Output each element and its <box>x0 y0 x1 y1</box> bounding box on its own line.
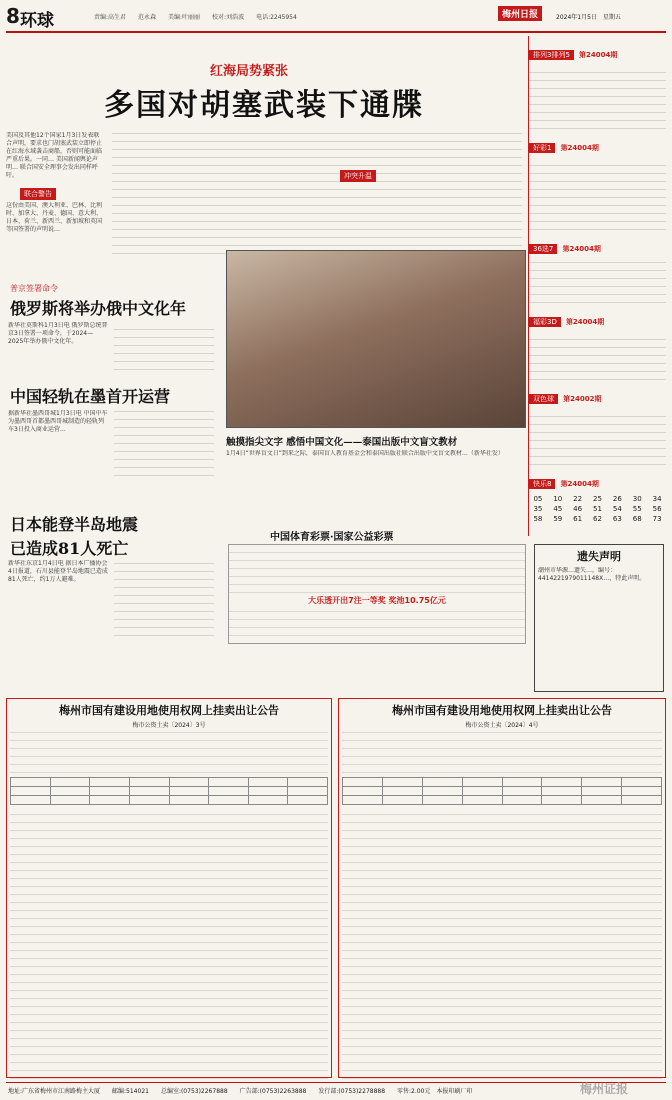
kl8-number: 34 <box>652 495 662 503</box>
issue-date: 2024年1月5日 星期五 <box>556 14 621 21</box>
lottery-name: 双色球 <box>529 394 558 404</box>
lottery-issue: 第24004期 <box>562 245 601 253</box>
kl8-number: 30 <box>632 495 642 503</box>
page-number: 8 <box>6 4 20 28</box>
bid-notice-1 <box>6 698 332 1078</box>
masthead-rule <box>6 31 666 33</box>
bid-title: 梅州市国有建设用地使用权网上挂卖出让公告 <box>59 704 279 717</box>
lead-columns <box>112 132 522 254</box>
lottery-issue: 第24004期 <box>565 318 605 326</box>
mexico-body: 据新华社墨西哥城1月3日电 中国中车为墨西哥首都墨西哥城制造的轻轨列车3日投入商业运营… <box>8 410 108 433</box>
kl8-number: 55 <box>632 505 642 513</box>
kl8-number: 73 <box>652 515 662 523</box>
lead-kicker: 红海局势紧张 <box>210 64 289 79</box>
kl8-number: 35 <box>533 505 543 513</box>
lottery-block-5 <box>529 386 666 465</box>
footer-watermark: 梅州证报 <box>580 1082 629 1096</box>
kl8-number: 25 <box>593 495 602 503</box>
notice-box <box>534 544 664 692</box>
kl8-number: 58 <box>533 515 543 523</box>
kl8-number: 05 <box>533 495 543 503</box>
bid-sub: 梅市公资土卖〔2024〕3号 <box>132 722 206 729</box>
kl8-number: 22 <box>573 495 583 503</box>
lead-headline: 多国对胡塞武装下通牒 <box>104 88 424 123</box>
kl8-number: 68 <box>632 515 642 523</box>
kl8-number: 54 <box>612 505 622 513</box>
photo-caption: 触摸指尖文字 感悟中国文化——泰国出版中文盲文教材 <box>226 437 458 448</box>
footer-rule <box>6 1082 666 1083</box>
lottery-column <box>528 36 666 536</box>
japan-columns <box>114 560 214 636</box>
notice-title: 遗失声明 <box>577 550 621 563</box>
mexico-columns <box>114 410 214 476</box>
kl8-number: 10 <box>553 495 563 503</box>
lottery-name: 36选7 <box>529 244 557 254</box>
kl8-numbers <box>529 495 666 523</box>
japan-body: 新华社东京1月4日电 据日本广播协会4日报道，石川县能登半岛地震已造成81人死亡，约1万人避难。 <box>8 560 108 583</box>
mexico-headline: 中国轻轨在墨首开运营 <box>10 387 171 406</box>
lottery-name: 好彩1 <box>529 143 555 153</box>
bid-title: 梅州市国有建设用地使用权网上挂卖出让公告 <box>392 704 612 717</box>
lottery-issue: 第24004期 <box>560 144 599 152</box>
sports-lottery-sub: 大乐透开出7注一等奖 奖池10.75亿元 <box>308 596 446 605</box>
kl8-number: 63 <box>612 515 622 523</box>
kl8-number: 46 <box>573 505 583 513</box>
bid-sub: 梅市公资土卖〔2024〕4号 <box>465 722 539 729</box>
kl8-number: 45 <box>553 505 563 513</box>
kl8-number: 62 <box>593 515 602 523</box>
lead-body-1: 美国及其他12个国家1月3日发表联合声明，要求也门胡塞武装立即停止在红海水域袭击商船，否则可能面临严重后果。一同… 美国新闻舆论声明… 联合国安全理事会发出同样呼吁。 <box>6 132 102 179</box>
kl8-number: 51 <box>593 505 602 513</box>
footer-info: 地址:广东省梅州市江南路梅主大厦 邮编:514021 总编室:(0753)2267888 广告部:(0753)2263888 发行部:(0753)2278888 零售:2.00元 本报印刷厂印 <box>8 1088 473 1095</box>
lottery-block-6 <box>529 471 666 523</box>
lead-badge-warning: 联合警告 <box>20 188 56 200</box>
lottery-issue: 第24002期 <box>563 395 602 403</box>
bid-notice-2 <box>338 698 666 1078</box>
russia-body: 新华社莫斯科1月3日电 俄罗斯总统普京3日签署一项命令，于2024—2025年举办俄中文化年。 <box>8 322 108 345</box>
photo-body: 1月4日“世界盲文日”到来之际，泰国盲人教育基金会和泰国出版社联合出版中文盲文教材…（新华社发） <box>226 450 504 457</box>
lottery-issue: 第24004期 <box>560 480 599 488</box>
russia-tag: 普京签署命令 <box>10 284 58 293</box>
lottery-block-4 <box>529 309 666 380</box>
bid-table <box>342 777 662 805</box>
lead-body-2: 这份由美国、澳大利亚、巴林、比利时、加拿大、丹麦、德国、意大利、日本、荷兰、新西兰、新加坡和英国等国签署的声明说… <box>6 202 102 233</box>
lottery-name: 排列3排列5 <box>529 50 574 60</box>
section-name: 环球 <box>20 11 54 31</box>
lottery-block-1 <box>529 42 666 129</box>
paper-logo: 梅州日报 <box>498 6 542 21</box>
japan-headline-2: 已造成81人死亡 <box>10 539 129 558</box>
lottery-block-3 <box>529 236 666 303</box>
kl8-number: 59 <box>553 515 563 523</box>
kl8-number: 61 <box>573 515 583 523</box>
lead-badge-conflict: 冲突升温 <box>340 170 376 182</box>
lottery-block-2 <box>529 135 666 230</box>
japan-headline-1: 日本能登半岛地震 <box>10 515 139 534</box>
sports-lottery-title: 中国体育彩票·国家公益彩票 <box>270 532 394 543</box>
editor-credits: 责编:高生君 范永森 美编:叶丽丽 校对:刘浩波 电话:2245954 <box>94 14 297 21</box>
russia-columns <box>114 322 214 370</box>
bid-table <box>10 777 328 805</box>
lottery-issue: 第24004期 <box>579 51 618 59</box>
sports-lottery-table <box>228 544 526 644</box>
lottery-name: 福彩3D <box>529 317 561 327</box>
photo-braille-class <box>226 250 526 428</box>
kl8-number: 56 <box>652 505 662 513</box>
lottery-name: 快乐8 <box>529 479 555 489</box>
kl8-number: 26 <box>612 495 622 503</box>
russia-headline: 俄罗斯将举办俄中文化年 <box>10 299 187 318</box>
notice-body: 潮州市华源…遗失…，编号：4414221979011148X…，特此声明。 <box>538 567 646 582</box>
